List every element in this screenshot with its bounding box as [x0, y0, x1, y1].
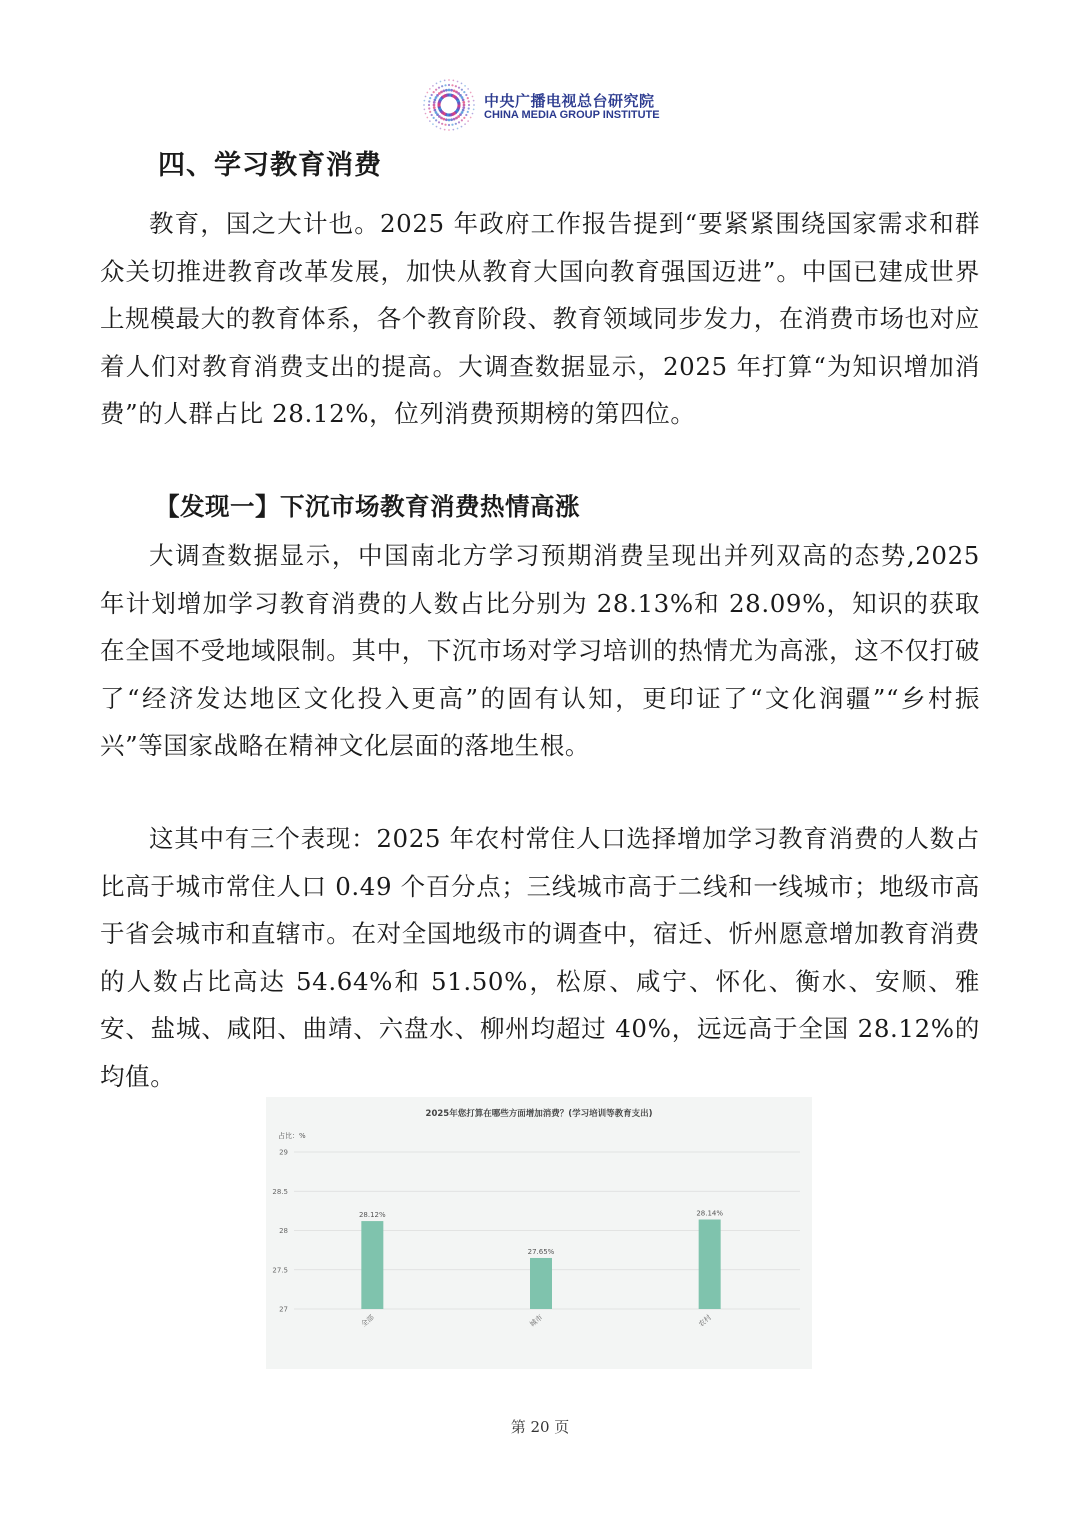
- cmg-institute-logo-icon: [420, 76, 478, 134]
- education-spending-bar-chart: [266, 1097, 812, 1369]
- chart-y-tick-label: 27.5: [272, 1266, 288, 1275]
- page-number: 第 20 页: [510, 1418, 570, 1436]
- org-name-cn: 中央广播电视总台研究院: [484, 92, 655, 110]
- chart-y-tick-label: 28.5: [272, 1187, 288, 1196]
- paragraph-intro: 教育，国之大计也。2025 年政府工作报告提到“要紧紧围绕国家需求和群众关切推进教育改革发展，加快从教育大国向教育强国迈进”。中国已建成世界上规模最大的教育体系，各个教育阶段、教育领域同步发力，在消费市场也对应着人们对教育消费支出的提高。大调查数据显示，2025 年打算“为知识增加消费”的人群占比 28.12%，位列消费预期榜的第四位。: [100, 209, 980, 428]
- chart-y-tick-label: 28: [279, 1227, 288, 1235]
- chart-bar-3: [699, 1220, 721, 1309]
- section-title: 四、学习教育消费: [158, 150, 382, 181]
- chart-y-axis-label: 占比：%: [278, 1132, 306, 1140]
- chart-y-tick-label: 29: [279, 1148, 288, 1157]
- header-logo: [420, 76, 670, 134]
- org-name-en: CHINA MEDIA GROUP INSTITUTE: [484, 109, 660, 121]
- chart-y-tick-label: 27: [279, 1305, 288, 1314]
- finding-title: 【发现一】下沉市场教育消费热情高涨: [155, 492, 580, 521]
- chart-data-label: 28.12%: [358, 1211, 386, 1220]
- chart-title: 2025年您打算在哪些方面增加消费？(学习培训等教育支出): [425, 1109, 653, 1119]
- paragraph-finding-1: 大调查数据显示，中国南北方学习预期消费呈现出并列双高的态势,2025 年计划增加学习教育消费的人数占比分别为 28.13%和 28.09%，知识的获取在全国不受地域限制。其中，下沉市场对学习培训的热情尤为高涨，这不仅打破了“经济发达地区文化投入更高”的固有认知，更印证了“文化润疆”“乡村振兴”等国家战略在精神文化层面的落地生根。: [100, 541, 980, 760]
- chart-x-tick-label: 全部: [359, 1313, 376, 1329]
- chart-bar-1: [361, 1221, 383, 1309]
- chart-x-tick-label: 农村: [697, 1313, 713, 1329]
- chart-bar-2: [530, 1258, 552, 1309]
- chart-data-label: 27.65%: [527, 1247, 555, 1256]
- chart-x-tick-label: 城市: [528, 1313, 545, 1329]
- paragraph-three-manifestations: 这其中有三个表现：2025 年农村常住人口选择增加学习教育消费的人数占比高于城市常住人口 0.49 个百分点；三线城市高于二线和一线城市；地级市高于省会城市和直辖市。在对全国地级市的调查中，宿迁、忻州愿意增加教育消费的人数占比高达 54.64%和 51.50%，松原、咸宁、怀化、衡水、安顺、雅安、盐城、咸阳、曲靖、六盘水、柳州均超过 40%，远远高于全国 28.12%的均值。: [100, 824, 980, 1091]
- chart-data-label: 28.14%: [696, 1209, 724, 1218]
